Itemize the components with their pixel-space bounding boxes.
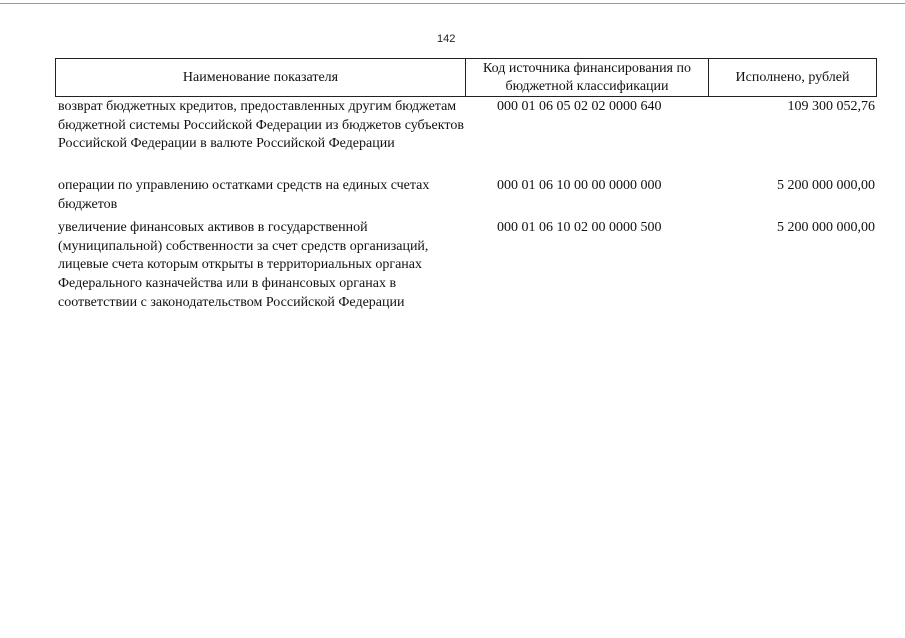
row-source-code: 000 01 06 05 02 02 0000 640: [497, 99, 662, 114]
table-header: [55, 58, 877, 97]
row-executed-amount: 109 300 052,76: [787, 99, 875, 114]
top-border-line: [0, 3, 905, 4]
header-indicator-name: Наименование показателя: [56, 59, 466, 96]
row-executed-amount: 5 200 000 000,00: [777, 178, 875, 193]
row-indicator-name: операции по управлению остатками средств на единых счетах бюджетов: [58, 178, 430, 212]
header-executed-amount: Исполнено, рублей: [735, 69, 850, 85]
row-source-code: 000 01 06 10 02 00 0000 500: [497, 220, 662, 235]
row-source-code: 000 01 06 10 00 00 0000 000: [497, 178, 662, 193]
row-executed-amount: 5 200 000 000,00: [777, 220, 875, 235]
row-indicator-name: увеличение финансовых активов в государственной (муниципальной) собственности за счет средств организаций, лицевые счета которым открыты в территориальных органах Федерального казначейства или в финансовых органах в соответствии с законодательством Российской Федерации: [58, 220, 429, 310]
header-source-code: Код источника финансирования по бюджетной классификации: [466, 59, 709, 96]
page-number: 142: [437, 33, 456, 45]
row-indicator-name: возврат бюджетных кредитов, предоставленных другим бюджетам бюджетной системы Российской Федерации из бюджетов субъектов Российской Федерации в валюте Российской Федерации: [58, 99, 464, 152]
